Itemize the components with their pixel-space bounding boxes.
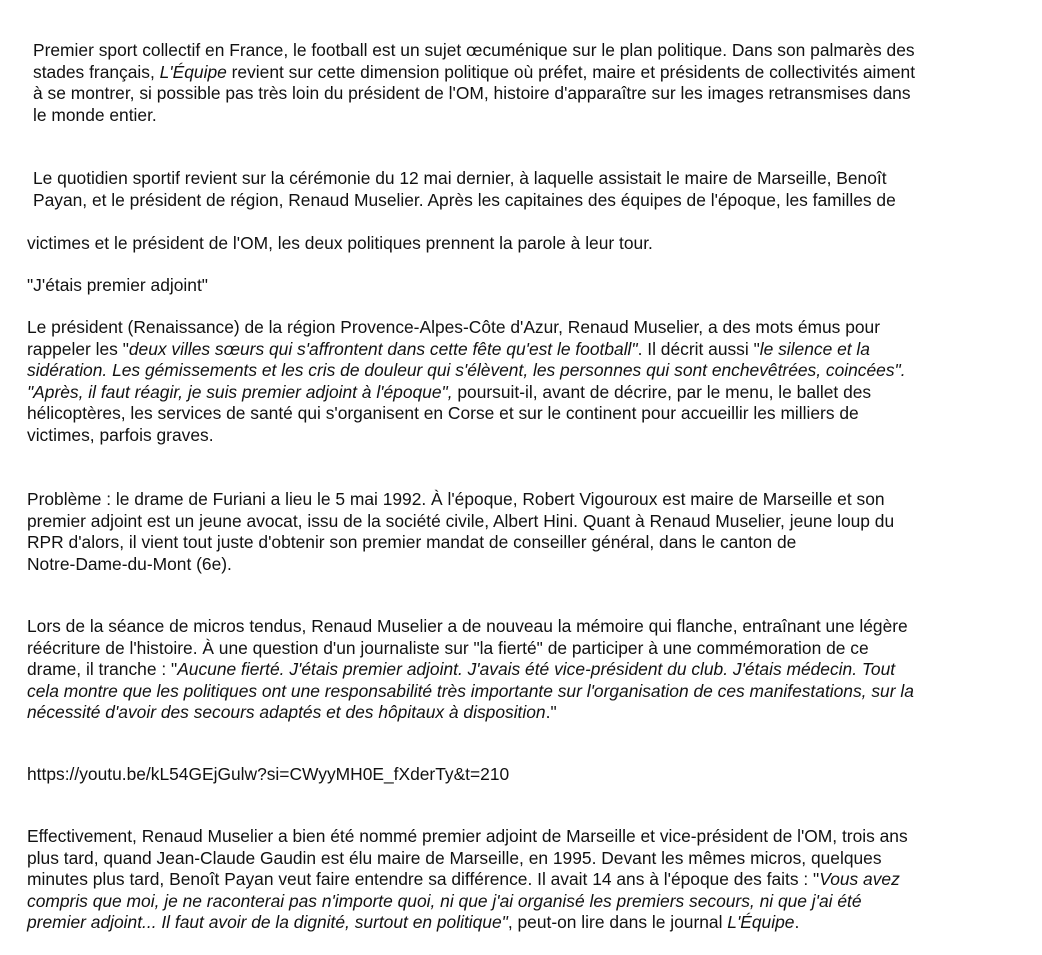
newspaper-name: L'Équipe xyxy=(159,61,227,82)
paragraph-micros xyxy=(27,616,914,724)
paragraph-intro xyxy=(33,40,915,126)
paragraph-furiani-context xyxy=(27,489,894,575)
paragraph-muselier-speech xyxy=(27,317,906,447)
text-line: à se montrer, si possible pas très loin du président de l'OM, histoire d'apparaître sur les images retransmises dans xyxy=(33,83,911,104)
text-line xyxy=(27,891,908,913)
text-line: Payan, et le président de région, Renaud Muselier. Après les capitaines des équipes de l'époque, les familles de xyxy=(33,189,896,210)
text-line: RPR d'alors, il vient tout juste d'obtenir son premier mandat de conseiller général, dans le canton de xyxy=(27,532,797,553)
heading-text: "J'étais premier adjoint" xyxy=(27,275,208,295)
paragraph-effectivement xyxy=(27,826,908,934)
text-line: premier adjoint est un jeune avocat, issu de la société civile, Albert Hini. Quant à Renaud Muselier, jeune loup du xyxy=(27,510,895,531)
text-line: Effectivement, Renaud Muselier a bien été nommé premier adjoint de Marseille et vice-président de l'OM, trois ans xyxy=(27,826,908,846)
section-heading xyxy=(27,275,208,297)
text-line: Le président (Renaissance) de la région Provence-Alpes-Côte d'Azur, Renaud Muselier, a des mots émus pour xyxy=(27,317,881,337)
text-line: drame, il tranche : "Aucune fierté. J'étais premier adjoint. J'avais été vice-président du club. J'étais médecin. Tout xyxy=(27,659,896,680)
newspaper-name: L'Équipe xyxy=(727,912,795,933)
text-line xyxy=(27,360,906,382)
text-line: nécessité d'avoir des secours adaptés et des hôpitaux à disposition." xyxy=(27,702,557,723)
paragraph-speakers xyxy=(27,233,653,255)
quote-text: le silence et la xyxy=(759,338,870,359)
text-line: minutes plus tard, Benoît Payan veut faire entendre sa différence. Il avait 14 ans à l'époque des faits : "Vous avez xyxy=(27,869,900,890)
text-line: Notre-Dame-du-Mont (6e). xyxy=(27,553,232,574)
quote-text: sidération. Les gémissements et les cris de douleur qui s'élèvent, les personnes qui sont enchevêtrées, coincées". xyxy=(27,360,906,381)
quote-text: cela montre que les politiques ont une responsabilité très importante sur l'organisation de ces manifestations, sur la xyxy=(27,680,914,701)
quote-text: Aucune fierté. J'étais premier adjoint. J'avais été vice-président du club. J'étais médecin. Tout xyxy=(177,659,896,680)
text-line: Lors de la séance de micros tendus, Renaud Muselier a de nouveau la mémoire qui flanche, entraînant une légère xyxy=(27,616,908,636)
text-line: premier adjoint... Il faut avoir de la dignité, surtout en politique", peut-on lire dans le journal L'Équipe. xyxy=(27,912,800,933)
text-line: hélicoptères, les services de santé qui s'organisent en Corse et sur le continent pour accueillir les milliers de xyxy=(27,403,859,424)
text-line: le monde entier. xyxy=(33,104,157,125)
text-line: Problème : le drame de Furiani a lieu le 5 mai 1992. À l'époque, Robert Vigouroux est maire de Marseille et son xyxy=(27,489,885,509)
text-line: Le quotidien sportif revient sur la cérémonie du 12 mai dernier, à laquelle assistait le maire de Marseille, Benoît xyxy=(33,168,887,188)
quote-text: compris que moi, je ne raconterai pas n'importe quoi, ni que j'ai organisé les premiers secours, ni que j'ai été xyxy=(27,890,862,911)
text-line xyxy=(27,681,914,703)
text-line: stades français, L'Équipe revient sur cette dimension politique où préfet, maire et présidents de collectivités aiment xyxy=(33,61,916,82)
video-link-paragraph xyxy=(27,764,509,786)
quote-text: nécessité d'avoir des secours adaptés et des hôpitaux à disposition xyxy=(27,702,546,723)
text-line: rappeler les "deux villes sœurs qui s'affrontent dans cette fête qu'est le football". Il décrit aussi "le silence et la xyxy=(27,338,870,359)
text-line: réécriture de l'histoire. À une question d'un journaliste sur "la fierté" de participer à une commémoration de ce xyxy=(27,637,869,658)
text-line: "Après, il faut réagir, je suis premier adjoint à l'époque", poursuit-il, avant de décrire, par le menu, le ballet des xyxy=(27,381,872,402)
quote-text: Vous avez xyxy=(819,869,900,890)
text-line: plus tard, quand Jean-Claude Gaudin est élu maire de Marseille, en 1995. Devant les mêmes micros, quelques xyxy=(27,847,882,868)
text-line: Premier sport collectif en France, le football est un sujet œcuménique sur le plan politique. Dans son palmarès des xyxy=(33,40,915,60)
quote-text: "Après, il faut réagir, je suis premier adjoint à l'époque", xyxy=(27,381,453,402)
text-line: victimes, parfois graves. xyxy=(27,424,214,445)
paragraph-ceremony xyxy=(33,168,896,211)
quote-text: deux villes sœurs qui s'affrontent dans cette fête qu'est le football" xyxy=(128,338,638,359)
video-link[interactable]: https://youtu.be/kL54GEjGulw?si=CWyyMH0E_fXderTy&t=210 xyxy=(27,764,510,784)
quote-text: premier adjoint... Il faut avoir de la dignité, surtout en politique" xyxy=(27,912,508,933)
text-line: victimes et le président de l'OM, les deux politiques prennent la parole à leur tour. xyxy=(27,233,653,253)
